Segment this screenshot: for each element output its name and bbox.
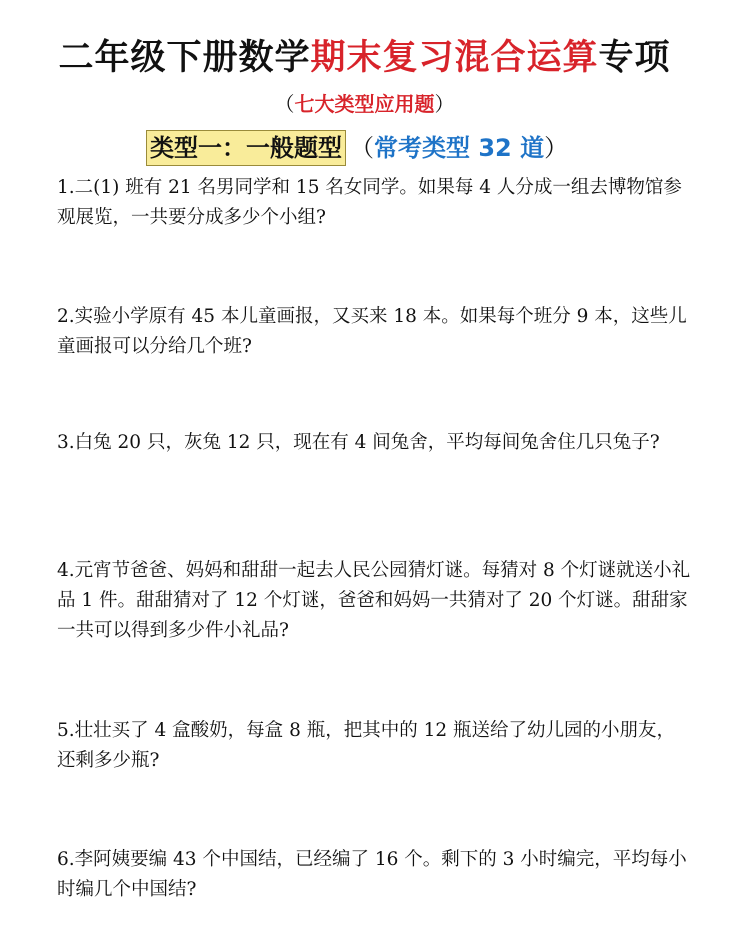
problem-4: 4.元宵节爸爸、妈妈和甜甜一起去人民公园猜灯谜。每猜对 8 个灯谜就送小礼品 1 件。甜甜猜对了 12 个灯谜，爸爸和妈妈一共猜对了 20 个灯谜。甜甜家一共可以得到多少件小礼品? (57, 560, 691, 641)
problem-5: 5.壮壮买了 4 盒酸奶，每盒 8 瓶，把其中的 12 瓶送给了幼儿园的小朋友，还剩多少瓶? (57, 720, 676, 771)
type-note-open-paren: （ (350, 134, 374, 162)
type-note-text: 常考类型 32 道 (374, 134, 545, 162)
subtitle-close-paren: ） (434, 92, 455, 116)
page-subtitle (0, 90, 729, 118)
section-heading (146, 130, 568, 166)
problem-2: 2.实验小学原有 45 本儿童画报，又买来 18 本。如果每个班分 9 本，这些儿童画报可以分给几个班? (57, 306, 687, 357)
section-type-label: 类型一：一般题型 (146, 130, 346, 166)
title-topic: 期末复习混合运算 (310, 38, 599, 78)
type-note-close-paren: ） (544, 134, 569, 162)
title-suffix: 专项 (598, 38, 671, 78)
subtitle-text: 七大类型应用题 (294, 92, 435, 116)
problem-3: 3.白兔 20 只，灰兔 12 只，现在有 4 间兔舍，平均每间兔舍住几只兔子? (57, 432, 660, 453)
section-type-note (350, 134, 568, 162)
problem-1: 1.二(1) 班有 21 名男同学和 15 名女同学。如果每 4 人分成一组去博物馆参观展览，一共要分成多少个小组? (57, 177, 682, 228)
title-grade: 二年级下册数学 (58, 38, 311, 78)
problem-6: 6.李阿姨要编 43 个中国结，已经编了 16 个。剩下的 3 小时编完，平均每小时编几个中国结? (57, 849, 687, 900)
page-title (0, 36, 729, 80)
subtitle-open-paren: （ (274, 92, 295, 116)
